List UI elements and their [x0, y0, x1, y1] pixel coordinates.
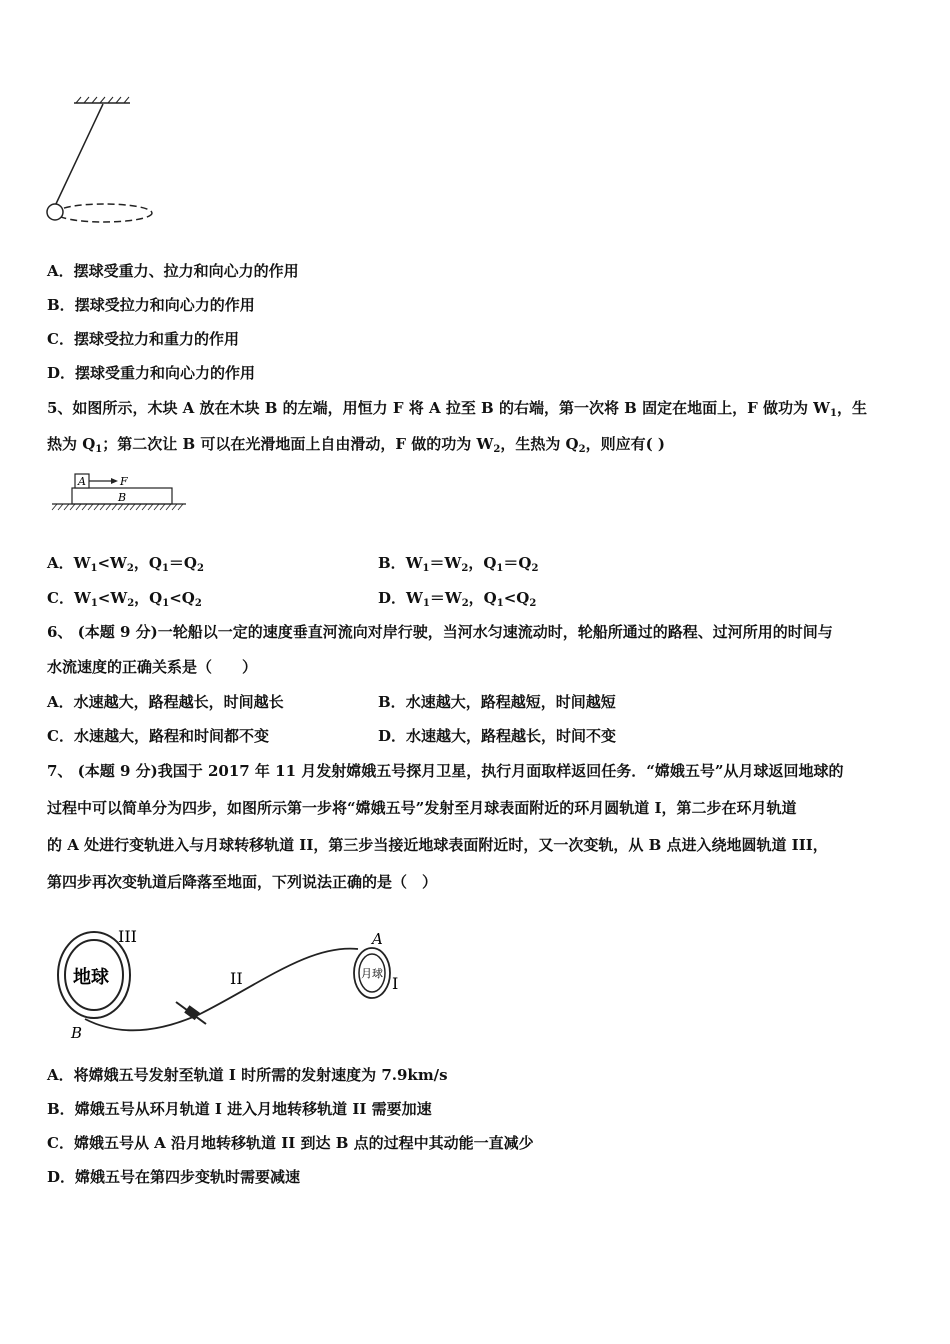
orbit-i-label: I	[392, 974, 399, 993]
earth-label: 地球	[73, 967, 109, 988]
blocks-figure	[48, 470, 193, 515]
q7-stem-line2: 过程中可以简单分为四步，如图所示第一步将“嫦娥五号”发射至月球表面附近的环月圆轨道 I，第二步在环月轨道	[47, 799, 797, 817]
q5-option-c: C．$W_1<W_2$，$Q_1<Q_2$	[47, 589, 202, 609]
q6-stem-line1: 6、 (本题 9 分)一轮船以一定的速度垂直河流向对岸行驶，当河水匀速流动时，轮船所通过的路程、过河所用的时间与	[47, 623, 833, 641]
q6-option-a: A．水速越大，路程越长，时间越长	[47, 693, 284, 711]
q5-option-a: A．$W_1<W_2$，$Q_1=Q_2$	[47, 554, 204, 574]
q4-option-c: C．摆球受拉力和重力的作用	[47, 330, 239, 348]
q6-option-b: B．水速越大，路程越短，时间越短	[378, 693, 616, 711]
q7-stem-line4: 第四步再次变轨道后降落至地面，下列说法正确的是（ ）	[47, 873, 438, 891]
q5-option-b: B．$W_1=W_2$，$Q_1=Q_2$	[378, 554, 539, 574]
q7-option-c: C．嫦娥五号从 A 沿月地转移轨道 II 到达 B 点的过程中其动能一直减少	[47, 1134, 534, 1152]
orbit-ii-label: II	[230, 969, 243, 988]
q7-option-a: A．将嫦娥五号发射至轨道 I 时所需的发射速度为 7.9km/s	[47, 1066, 448, 1084]
transfer-orbit-ii	[85, 949, 358, 1031]
q7-option-b: B．嫦娥五号从环月轨道 I 进入月地转移轨道 II 需要加速	[47, 1100, 432, 1118]
q4-option-b: B．摆球受拉力和向心力的作用	[47, 296, 255, 314]
block-a-label: A	[78, 475, 86, 488]
q4-option-a: A．摆球受重力、拉力和向心力的作用	[47, 262, 299, 280]
pendulum-bob	[47, 204, 63, 220]
q6-option-c: C．水速越大，路程和时间都不变	[47, 727, 269, 745]
circular-path	[56, 204, 152, 222]
pendulum-string	[55, 104, 103, 206]
q7-stem-line1: 7、 (本题 9 分)我国于 2017 年 11 月发射嫦娥五号探月卫星，执行月面取样返回任务．“嫦娥五号”从月球返回地球的	[47, 762, 844, 780]
force-label: F	[120, 475, 128, 488]
ceiling-hatch	[76, 97, 129, 103]
q7-stem-line3: 的 A 处进行变轨进入与月球转移轨道 II，第三步当接近地球表面附近时，又一次变轨，从 B 点进入绕地圆轨道 III，	[47, 836, 828, 854]
point-a-label: A	[372, 930, 383, 948]
moon-label: 月球	[361, 967, 383, 980]
q7-option-d: D．嫦娥五号在第四步变轨时需要减速	[47, 1168, 301, 1186]
q5-stem-line2: 热为 $Q_1$；第二次让 B 可以在光滑地面上自由滑动，F 做的功为 $W_2$，生热为 $Q_2$，则应有( )	[47, 435, 665, 455]
q6-stem-line2: 水流速度的正确关系是（ ）	[47, 658, 258, 676]
point-b-label: B	[71, 1024, 83, 1042]
q4-option-d: D．摆球受重力和向心力的作用	[47, 364, 256, 382]
orbit-iii-label: III	[118, 927, 137, 946]
ground-hatch	[52, 504, 183, 510]
force-arrowhead	[111, 478, 118, 484]
q5-option-d: D．$W_1=W_2$，$Q_1<Q_2$	[378, 589, 537, 609]
q5-stem-line1: 5、如图所示，木块 A 放在木块 B 的左端，用恒力 F 将 A 拉至 B 的右端，第一次将 B 固定在地面上，F 做功为 $W_1$，生	[47, 399, 867, 419]
conical-pendulum-figure	[44, 95, 159, 230]
block-b-label: B	[118, 491, 127, 504]
orbit-figure	[50, 922, 410, 1047]
q6-option-d: D．水速越大，路程越长，时间不变	[378, 727, 617, 745]
